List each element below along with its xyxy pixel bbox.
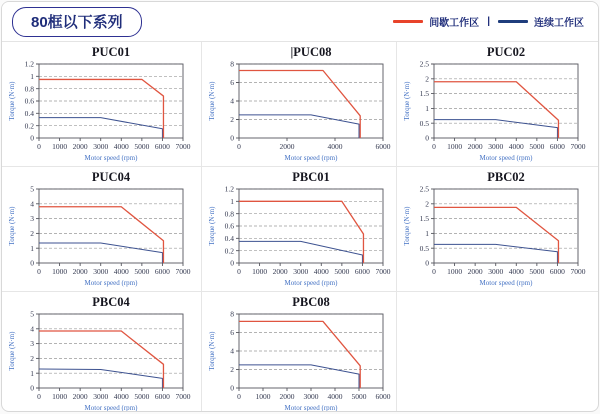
svg-text:4: 4 bbox=[30, 324, 34, 334]
svg-text:1.5: 1.5 bbox=[419, 89, 429, 99]
chart-title: |PUC08 bbox=[290, 45, 332, 59]
chart-title: PUC04 bbox=[91, 170, 131, 184]
svg-text:1.2: 1.2 bbox=[224, 185, 234, 194]
chart-title: PBC01 bbox=[292, 170, 330, 184]
chart-plot bbox=[402, 60, 588, 162]
svg-text:1.5: 1.5 bbox=[419, 214, 429, 224]
svg-text:1: 1 bbox=[230, 196, 234, 206]
chart-title: PUC02 bbox=[486, 45, 526, 59]
svg-text:5000: 5000 bbox=[529, 267, 545, 276]
svg-text:2: 2 bbox=[425, 199, 429, 209]
svg-text:2000: 2000 bbox=[72, 142, 88, 151]
chart-title: PUC01 bbox=[91, 45, 131, 59]
svg-text:1: 1 bbox=[425, 104, 429, 113]
svg-text:6000: 6000 bbox=[375, 392, 391, 401]
svg-text:7000: 7000 bbox=[175, 142, 191, 151]
svg-text:1: 1 bbox=[30, 368, 34, 378]
svg-text:6000: 6000 bbox=[549, 142, 565, 151]
svg-text:4000: 4000 bbox=[113, 142, 129, 151]
svg-text:3000: 3000 bbox=[93, 392, 109, 401]
svg-text:0.2: 0.2 bbox=[224, 246, 234, 256]
svg-text:1000: 1000 bbox=[52, 142, 68, 151]
chart-puc01 bbox=[2, 42, 202, 167]
svg-text:6000: 6000 bbox=[354, 267, 370, 276]
panel-header bbox=[2, 2, 598, 42]
chart-plot bbox=[7, 310, 193, 412]
svg-text:Motor speed (rpm): Motor speed (rpm) bbox=[84, 404, 138, 412]
svg-text:3000: 3000 bbox=[488, 267, 504, 276]
svg-text:6: 6 bbox=[230, 328, 234, 338]
series-title-badge: 80框以下系列 bbox=[12, 7, 142, 37]
svg-text:Motor speed (rpm): Motor speed (rpm) bbox=[479, 279, 533, 287]
legend-separator: | bbox=[487, 16, 490, 27]
svg-text:5: 5 bbox=[30, 185, 34, 194]
svg-text:0: 0 bbox=[237, 142, 241, 151]
svg-text:0.6: 0.6 bbox=[224, 221, 234, 231]
svg-text:7000: 7000 bbox=[175, 392, 191, 401]
svg-text:0.4: 0.4 bbox=[224, 233, 234, 243]
svg-text:0: 0 bbox=[37, 392, 41, 401]
svg-text:4000: 4000 bbox=[508, 267, 524, 276]
svg-text:0: 0 bbox=[30, 133, 34, 143]
svg-text:0.5: 0.5 bbox=[419, 243, 429, 253]
series-panel bbox=[1, 1, 599, 412]
svg-text:4: 4 bbox=[30, 199, 34, 209]
empty-cell bbox=[397, 292, 599, 412]
svg-text:4000: 4000 bbox=[113, 392, 129, 401]
svg-text:0: 0 bbox=[237, 392, 241, 401]
svg-text:3000: 3000 bbox=[303, 392, 319, 401]
svg-text:4000: 4000 bbox=[313, 267, 329, 276]
svg-text:3000: 3000 bbox=[488, 142, 504, 151]
svg-text:4: 4 bbox=[230, 346, 234, 356]
svg-text:2000: 2000 bbox=[279, 392, 295, 401]
intermittent-line-icon bbox=[393, 20, 423, 23]
chart-title: PBC08 bbox=[292, 295, 330, 309]
svg-text:5000: 5000 bbox=[529, 142, 545, 151]
svg-text:5000: 5000 bbox=[134, 267, 150, 276]
svg-text:5000: 5000 bbox=[134, 392, 150, 401]
svg-text:1: 1 bbox=[30, 243, 34, 253]
svg-text:3000: 3000 bbox=[93, 267, 109, 276]
svg-text:5000: 5000 bbox=[351, 392, 367, 401]
svg-text:4000: 4000 bbox=[327, 392, 343, 401]
svg-text:6: 6 bbox=[230, 78, 234, 88]
svg-text:2: 2 bbox=[425, 74, 429, 84]
svg-text:6000: 6000 bbox=[154, 267, 170, 276]
chart-title: PBC02 bbox=[487, 170, 525, 184]
svg-text:Motor speed (rpm): Motor speed (rpm) bbox=[84, 154, 138, 162]
svg-text:Torque (N·m): Torque (N·m) bbox=[208, 206, 216, 246]
svg-text:0.2: 0.2 bbox=[24, 121, 34, 131]
chart-pbc02 bbox=[397, 167, 599, 292]
svg-text:0: 0 bbox=[230, 383, 234, 393]
svg-text:7000: 7000 bbox=[570, 267, 586, 276]
svg-text:1: 1 bbox=[425, 229, 429, 238]
svg-text:2000: 2000 bbox=[72, 392, 88, 401]
svg-text:0.6: 0.6 bbox=[24, 96, 34, 106]
chart-plot bbox=[7, 185, 193, 287]
svg-text:2000: 2000 bbox=[72, 267, 88, 276]
svg-text:0: 0 bbox=[37, 142, 41, 151]
svg-text:Motor speed (rpm): Motor speed (rpm) bbox=[284, 279, 338, 287]
legend-item-continuous bbox=[498, 14, 584, 29]
svg-text:5: 5 bbox=[30, 310, 34, 319]
svg-text:1000: 1000 bbox=[447, 142, 463, 151]
svg-text:7000: 7000 bbox=[175, 267, 191, 276]
svg-text:5000: 5000 bbox=[134, 142, 150, 151]
svg-text:1000: 1000 bbox=[252, 267, 268, 276]
svg-text:4: 4 bbox=[230, 96, 234, 106]
svg-text:7000: 7000 bbox=[570, 142, 586, 151]
svg-text:1: 1 bbox=[30, 71, 34, 81]
svg-text:0: 0 bbox=[30, 383, 34, 393]
svg-text:0: 0 bbox=[432, 267, 436, 276]
chart-puc08 bbox=[202, 42, 397, 167]
svg-text:1000: 1000 bbox=[52, 392, 68, 401]
svg-text:2: 2 bbox=[30, 354, 34, 363]
svg-text:0: 0 bbox=[237, 267, 241, 276]
svg-text:5000: 5000 bbox=[334, 267, 350, 276]
svg-text:1000: 1000 bbox=[255, 392, 271, 401]
chart-plot bbox=[207, 60, 393, 162]
svg-text:2.5: 2.5 bbox=[419, 60, 429, 69]
chart-plot bbox=[402, 185, 588, 287]
svg-text:0.8: 0.8 bbox=[24, 84, 34, 94]
svg-text:0.4: 0.4 bbox=[24, 108, 34, 118]
svg-text:3000: 3000 bbox=[293, 267, 309, 276]
svg-text:0.5: 0.5 bbox=[419, 118, 429, 128]
chart-plot bbox=[207, 310, 393, 412]
svg-text:0: 0 bbox=[30, 258, 34, 268]
svg-text:2000: 2000 bbox=[467, 267, 483, 276]
svg-text:0: 0 bbox=[37, 267, 41, 276]
svg-text:Motor speed (rpm): Motor speed (rpm) bbox=[479, 154, 533, 162]
svg-text:Torque (N·m): Torque (N·m) bbox=[8, 206, 16, 246]
legend-item-intermittent bbox=[393, 14, 479, 29]
svg-text:4000: 4000 bbox=[113, 267, 129, 276]
svg-text:Motor speed (rpm): Motor speed (rpm) bbox=[284, 154, 338, 162]
svg-text:2000: 2000 bbox=[467, 142, 483, 151]
svg-text:0: 0 bbox=[230, 133, 234, 143]
continuous-line-icon bbox=[498, 20, 528, 23]
svg-text:6000: 6000 bbox=[549, 267, 565, 276]
svg-text:0: 0 bbox=[230, 258, 234, 268]
svg-text:3: 3 bbox=[30, 339, 34, 349]
chart-grid bbox=[2, 42, 598, 412]
svg-text:Torque (N·m): Torque (N·m) bbox=[403, 81, 411, 121]
chart-plot bbox=[7, 60, 193, 162]
svg-text:Torque (N·m): Torque (N·m) bbox=[8, 331, 16, 371]
svg-text:2: 2 bbox=[230, 115, 234, 125]
svg-text:2: 2 bbox=[30, 229, 34, 238]
svg-text:6000: 6000 bbox=[375, 142, 391, 151]
svg-text:Torque (N·m): Torque (N·m) bbox=[208, 331, 216, 371]
text-cursor: | bbox=[290, 45, 294, 59]
svg-text:8: 8 bbox=[230, 60, 234, 69]
chart-plot bbox=[207, 185, 393, 287]
svg-text:4000: 4000 bbox=[327, 142, 343, 151]
chart-pbc08 bbox=[202, 292, 397, 412]
svg-text:1000: 1000 bbox=[447, 267, 463, 276]
svg-text:1000: 1000 bbox=[52, 267, 68, 276]
svg-text:Torque (N·m): Torque (N·m) bbox=[208, 81, 216, 121]
chart-puc04 bbox=[2, 167, 202, 292]
svg-text:2000: 2000 bbox=[272, 267, 288, 276]
svg-text:Motor speed (rpm): Motor speed (rpm) bbox=[284, 404, 338, 412]
svg-text:0: 0 bbox=[425, 258, 429, 268]
svg-text:3000: 3000 bbox=[93, 142, 109, 151]
legend-label: 间歇工作区 bbox=[429, 18, 480, 29]
svg-text:Motor speed (rpm): Motor speed (rpm) bbox=[84, 279, 138, 287]
svg-text:Torque (N·m): Torque (N·m) bbox=[403, 206, 411, 246]
svg-text:Torque (N·m): Torque (N·m) bbox=[8, 81, 16, 121]
svg-text:4000: 4000 bbox=[508, 142, 524, 151]
svg-text:8: 8 bbox=[230, 310, 234, 319]
svg-text:6000: 6000 bbox=[154, 142, 170, 151]
svg-text:2.5: 2.5 bbox=[419, 185, 429, 194]
svg-text:0: 0 bbox=[425, 133, 429, 143]
chart-puc02 bbox=[397, 42, 599, 167]
chart-pbc04 bbox=[2, 292, 202, 412]
chart-title: PBC04 bbox=[92, 295, 130, 309]
svg-text:0: 0 bbox=[432, 142, 436, 151]
svg-text:7000: 7000 bbox=[375, 267, 391, 276]
svg-text:6000: 6000 bbox=[154, 392, 170, 401]
svg-text:2000: 2000 bbox=[279, 142, 295, 151]
chart-pbc01 bbox=[202, 167, 397, 292]
svg-text:1.2: 1.2 bbox=[24, 60, 34, 69]
svg-text:2: 2 bbox=[230, 365, 234, 375]
legend bbox=[393, 14, 584, 29]
svg-text:3: 3 bbox=[30, 214, 34, 224]
svg-text:0.8: 0.8 bbox=[224, 209, 234, 219]
legend-label: 连续工作区 bbox=[534, 18, 584, 29]
